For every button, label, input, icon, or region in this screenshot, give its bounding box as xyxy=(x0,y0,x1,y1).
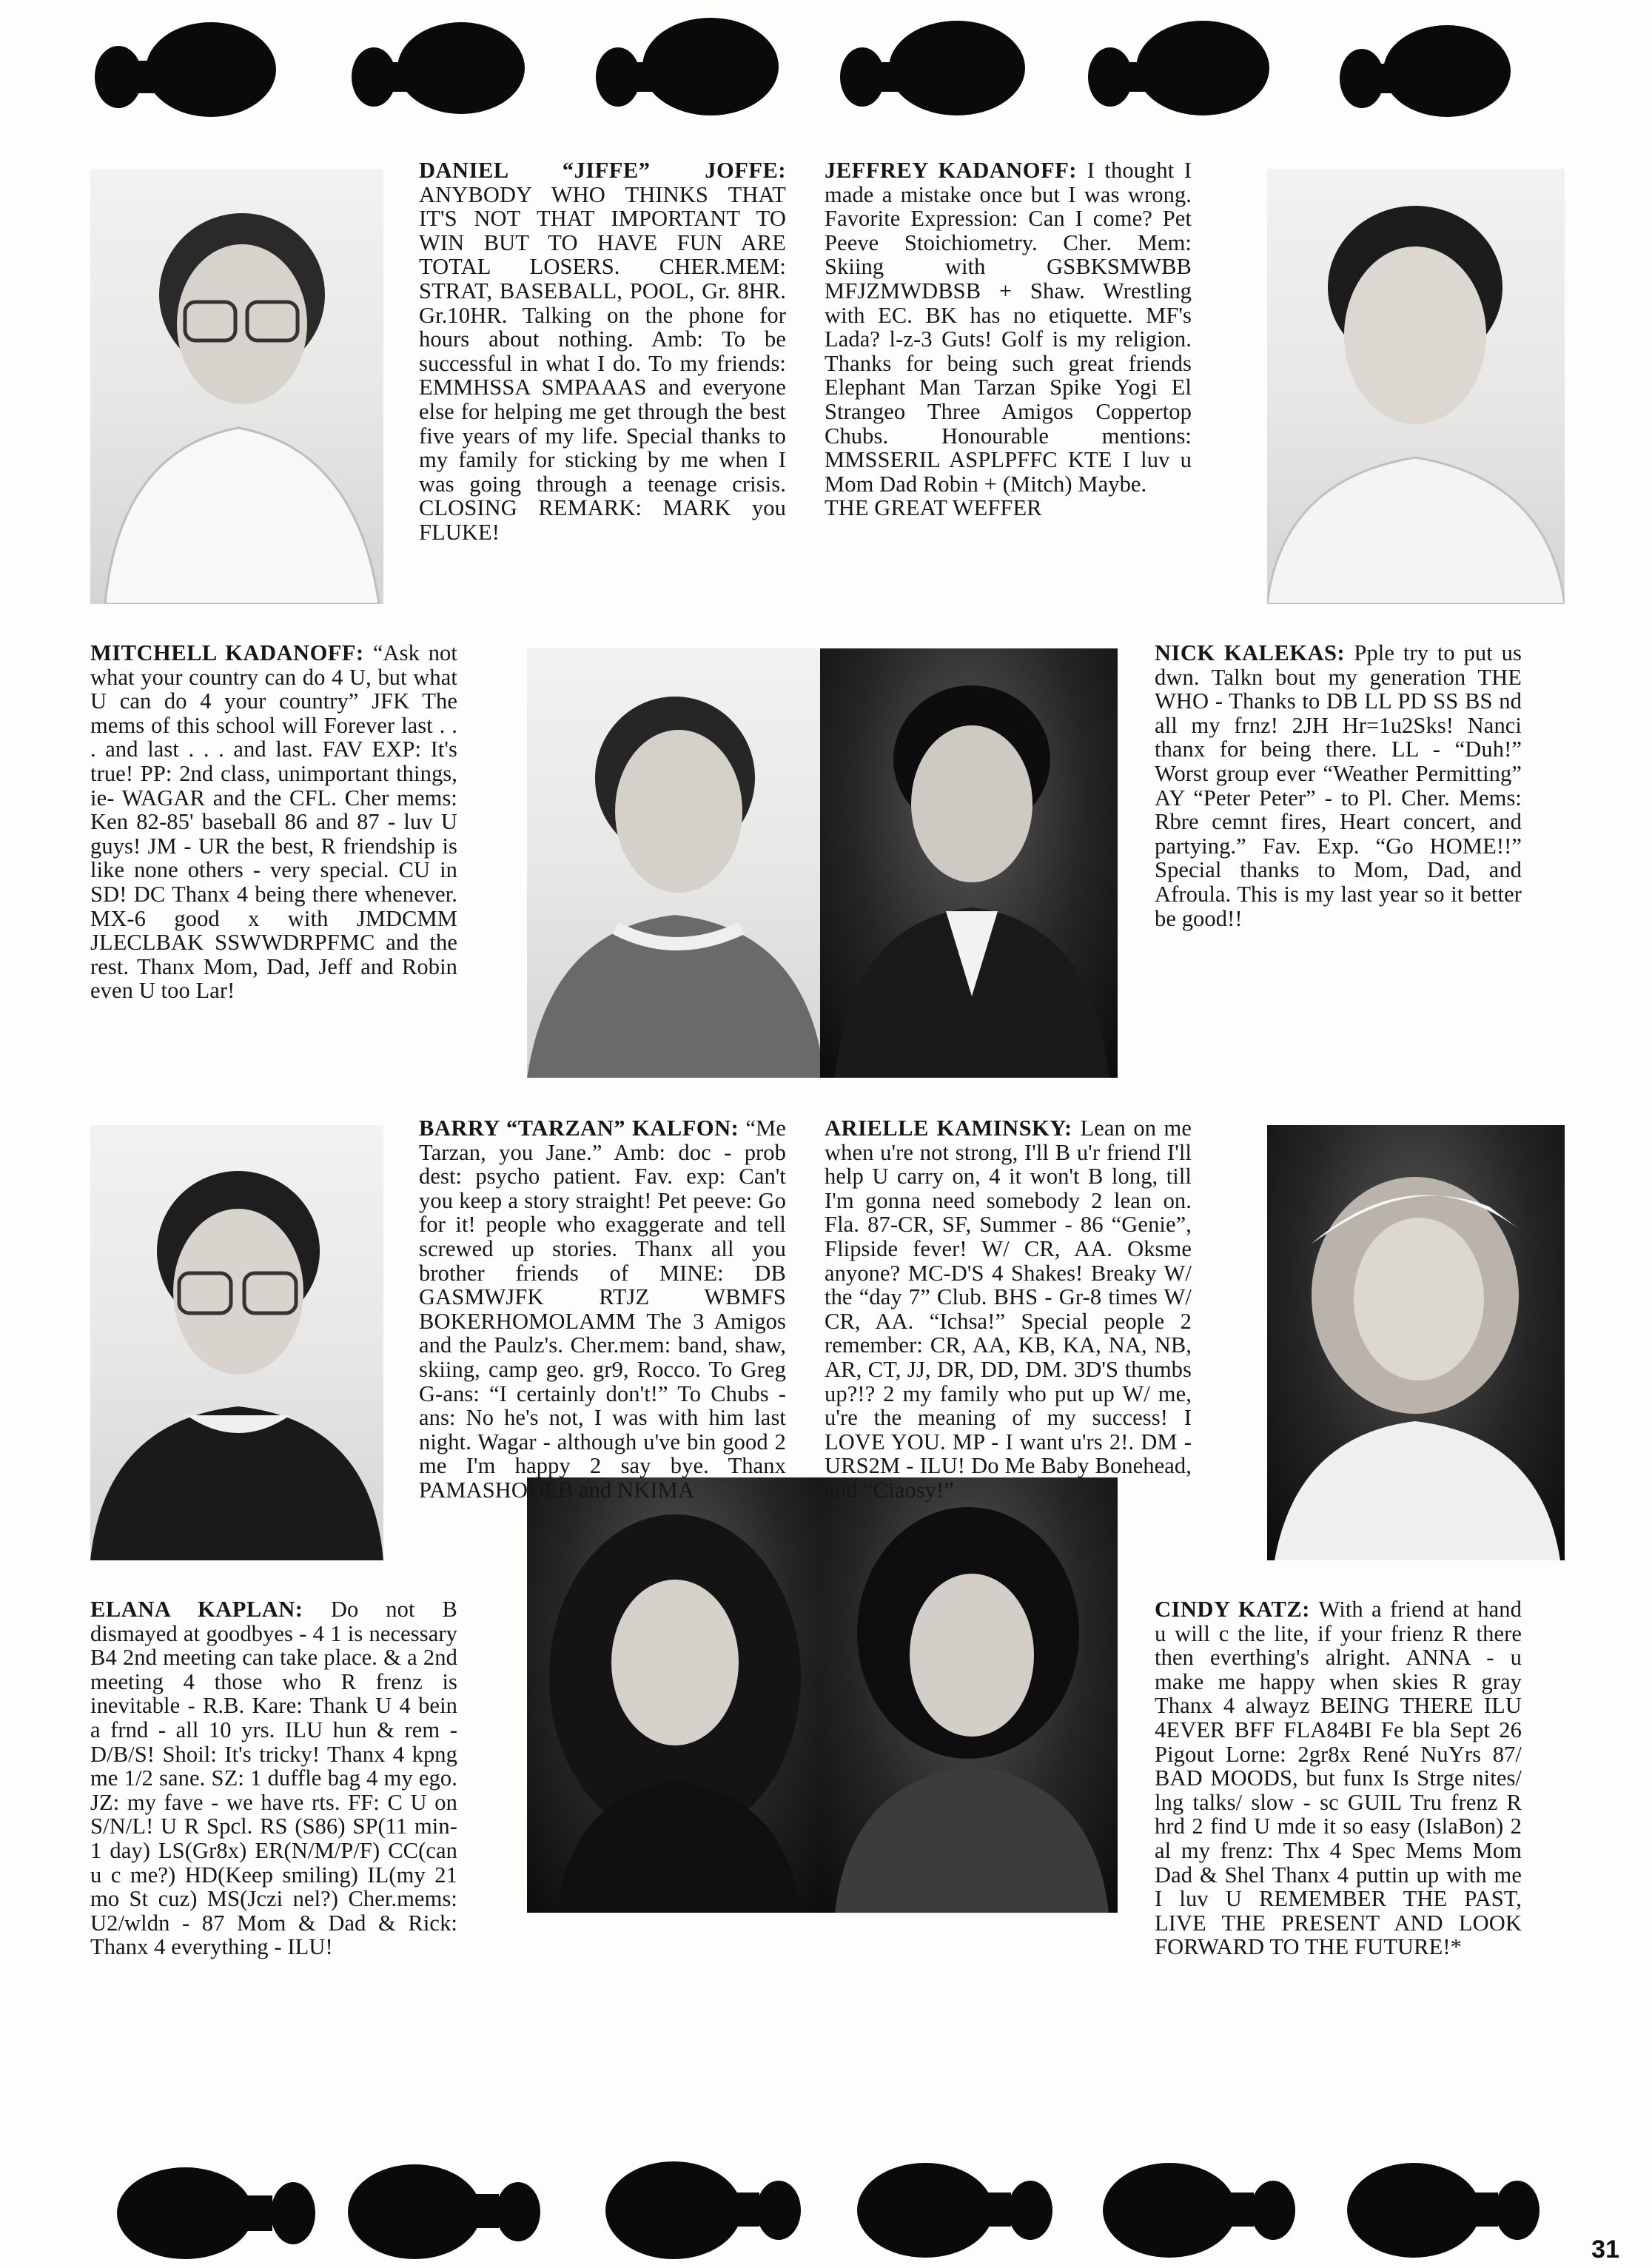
student-name: JEFFREY KADANOFF: xyxy=(825,158,1087,183)
student-write-up: With a friend at hand u will c the lite, if your frienz R there then everthing's alright. ANNA - u make me happy when skies R gray Thanx 4 alwayz BEING THERE ILU 4EVER BFF FLA84BI Fe bla Sept 26 Pigout Lorne: 2gr8x René NuYrs 87/ BAD MOODS, but funx Is Strge nites/ lng talks/ slow - sc GUIL Tru frenz R hrd 2 find U mde it so easy (IslaBon) 2 al my frenz: Thx 4 Spec Mems Mom Dad & Shel Thanx 4 puttin up with me I luv U REMEMBER THE PAST, LIVE THE PRESENT AND LOOK FORWARD TO THE FUTURE!* xyxy=(1155,1597,1522,1960)
portrait-cindy-katz xyxy=(820,1477,1118,1913)
student-write-up: I thought I made a mistake once but I was wrong. Favorite Expression: Can I come? Pet Peeve Stoichiometry. Cher. Mem: Skiing with GSBKSMWBB MFJZMWDBSB + Shaw. Wrestling with EC. BK has no etiquette. MF's Lada? l-z-3 Guts! Golf is my religion. Thanks for being such great friends Elephant Man Tarzan Spike Yogi El Strangeo Three Amigos Coppertop Chubs. Honourable mentions: MMSSERIL ASPLPFFC KTE I luv u Mom Dad Robin + (Mitch) Maybe. THE GREAT WEFFER xyxy=(825,158,1192,521)
student-write-up: “Ask not what your country can do 4 U, but what U can do 4 your country” JFK The mems of this school will Forever last . . . and last . . . and last. FAV EXP: It's true! PP: 2nd class, unimportant things, ie- WAGAR and the CFL. Cher mems: Ken 82-85' baseball 86 and 87 - luv U guys! JM - UR the best, R friendship is like none others - very special. CU in SD! DC Thanx 4 being there whenever. MX-6 good x with JMDCMM JLECLBAK SSWWDRPFMC and the rest. Thanx Mom, Dad, Jeff and Robin even U too Lar! xyxy=(90,640,457,1004)
top-footprint-border xyxy=(0,16,1652,127)
bio-cindy-katz xyxy=(1155,1597,1522,1959)
bio-daniel-joffe xyxy=(419,158,786,545)
student-write-up: “Me Tarzan, you Jane.” Amb: doc - prob dest: psycho patient. Fav. exp: Can't you keep a story straight! Pet peeve: Go for it! people who exaggerate and tell screwed up stories. Thanx all you brother friends of MINE: DB GASMWJFK RTJZ WBMFS BOKERHOMOLAMM The 3 Amigos and the Paulz's. Cher.mem: band, shaw, skiing, camp geo. gr9, Rocco. To Greg G-ans: “I certainly don't!” To Chubs - ans: No he's not, I was with him last night. Wagar - although u've bin good 2 me I'm happy 2 say bye. Thanx PAMASHODEB and NKIMA xyxy=(419,1115,786,1503)
student-name: BARRY “TARZAN” KALFON: xyxy=(419,1115,746,1141)
bio-elana-kaplan xyxy=(90,1597,457,1959)
bio-nick-kalekas xyxy=(1155,641,1522,930)
portrait-figure-icon xyxy=(90,1125,383,1560)
student-name: ELANA KAPLAN: xyxy=(90,1597,331,1622)
student-name: MITCHELL KADANOFF: xyxy=(90,640,373,665)
portrait-mitchell-kadanoff xyxy=(527,648,825,1078)
portrait-figure-icon xyxy=(90,169,383,604)
portrait-arielle-kaminsky xyxy=(1267,1125,1565,1560)
portrait-figure-icon xyxy=(527,1477,825,1913)
page-number: 31 xyxy=(1591,2235,1619,2264)
footprint-icon xyxy=(0,16,1652,127)
student-write-up: Do not B dismayed at goodbyes - 4 1 is necessary B4 2nd meeting can take place. & a 2nd meeting 4 those who R frenz is inevitable - R.B. Kare: Thank U 4 bein a frnd - all 10 yrs. ILU hun & rem - D/B/S! Shoil: It's tricky! Thanx 4 kpng me 1/2 sane. SZ: 1 duffle bag 4 my ego. JZ: my fave - we have rts. FF: C U on S/N/L! U R Spcl. RS (S86) SP(11 min-1 day) LS(Gr8x) ER(N/M/P/F) CC(can u c me?) HD(Keep smiling) IL(my 21 mo St cuz) MS(Jczi nel?) Cher.mems: U2/wldn - 87 Mom & Dad & Rick: Thanx 4 everything - ILU! xyxy=(90,1597,457,1960)
student-name: CINDY KATZ: xyxy=(1155,1597,1319,1622)
bio-jeffrey-kadanoff xyxy=(825,158,1192,520)
portrait-figure-icon xyxy=(1267,1125,1565,1560)
student-name: NICK KALEKAS: xyxy=(1155,640,1354,665)
portrait-figure-icon xyxy=(820,648,1118,1078)
portrait-barry-kalfon xyxy=(90,1125,383,1560)
student-name: ARIELLE KAMINSKY: xyxy=(825,1115,1081,1141)
portrait-figure-icon xyxy=(820,1477,1118,1913)
portrait-elana-kaplan xyxy=(527,1477,825,1913)
portrait-figure-icon xyxy=(527,648,825,1078)
bio-barry-kalfon xyxy=(419,1116,786,1503)
portrait-nick-kalekas xyxy=(820,648,1118,1078)
student-write-up: Lean on me when u're not strong, I'll B u'r friend I'll help U carry on, 4 it won't B long, till I'm gonna need somebody 2 lean on. Fla. 87-CR, SF, Summer - 86 “Genie”, Flipside fever! W/ CR, AA. Oksme anyone? MC-D'S 4 Shakes! Breaky W/ the “day 7” Club. BHS - Gr-8 times W/ CR, AA. “Ichsa!” Special people 2 remember: CR, AA, KB, KA, NA, NB, AR, CT, JJ, DR, DD, DM. 3D'S thumbs up?!? 2 my family who put up W/ me, u're the meaning of my success! I LOVE YOU. MP - I want u'rs 2!. DM - URS2M - ILU! Do Me Baby Bonehead, and “Ciaosy!” xyxy=(825,1115,1192,1503)
footprint-icon xyxy=(0,2147,1652,2268)
bottom-footprint-border xyxy=(0,2147,1652,2268)
portrait-jeffrey-kadanoff xyxy=(1267,169,1565,604)
portrait-daniel-joffe xyxy=(90,169,383,604)
bio-arielle-kaminsky xyxy=(825,1116,1192,1503)
student-write-up: Pple try to put us dwn. Talkn bout my generation THE WHO - Thanks to DB LL PD SS BS nd all my frnz! 2JH Hr=1u2Sks! Nanci thanx for being there. LL - “Duh!” Worst group ever “Weather Permitting” AY “Peter Peter” - to Pl. Cher. Mems: Rbre cemnt fires, Heart concert, and partying.” Fav. Exp. “Go HOME!!” Special thanks to Mom, Dad, and Afroula. This is my last year so it better be good!! xyxy=(1155,640,1522,931)
portrait-figure-icon xyxy=(1267,169,1565,604)
bio-mitchell-kadanoff xyxy=(90,641,457,1003)
student-name: DANIEL “JIFFE” JOFFE: xyxy=(419,158,786,183)
student-write-up: ANYBODY WHO THINKS THAT IT'S NOT THAT IMPORTANT TO WIN BUT TO HAVE FUN ARE TOTAL LOSERS. CHER.MEM: STRAT, BASEBALL, POOL, Gr. 8HR. Gr.10HR. Talking on the phone for hours about nothing. Amb: To be successful in what I do. To my friends: EMMHSSA SMPAAAS and everyone else for helping me get through the best five years of my life. Special thanks to my family for sticking by me when I was going through a teenage crisis. CLOSING REMARK: MARK you FLUKE! xyxy=(419,181,786,545)
